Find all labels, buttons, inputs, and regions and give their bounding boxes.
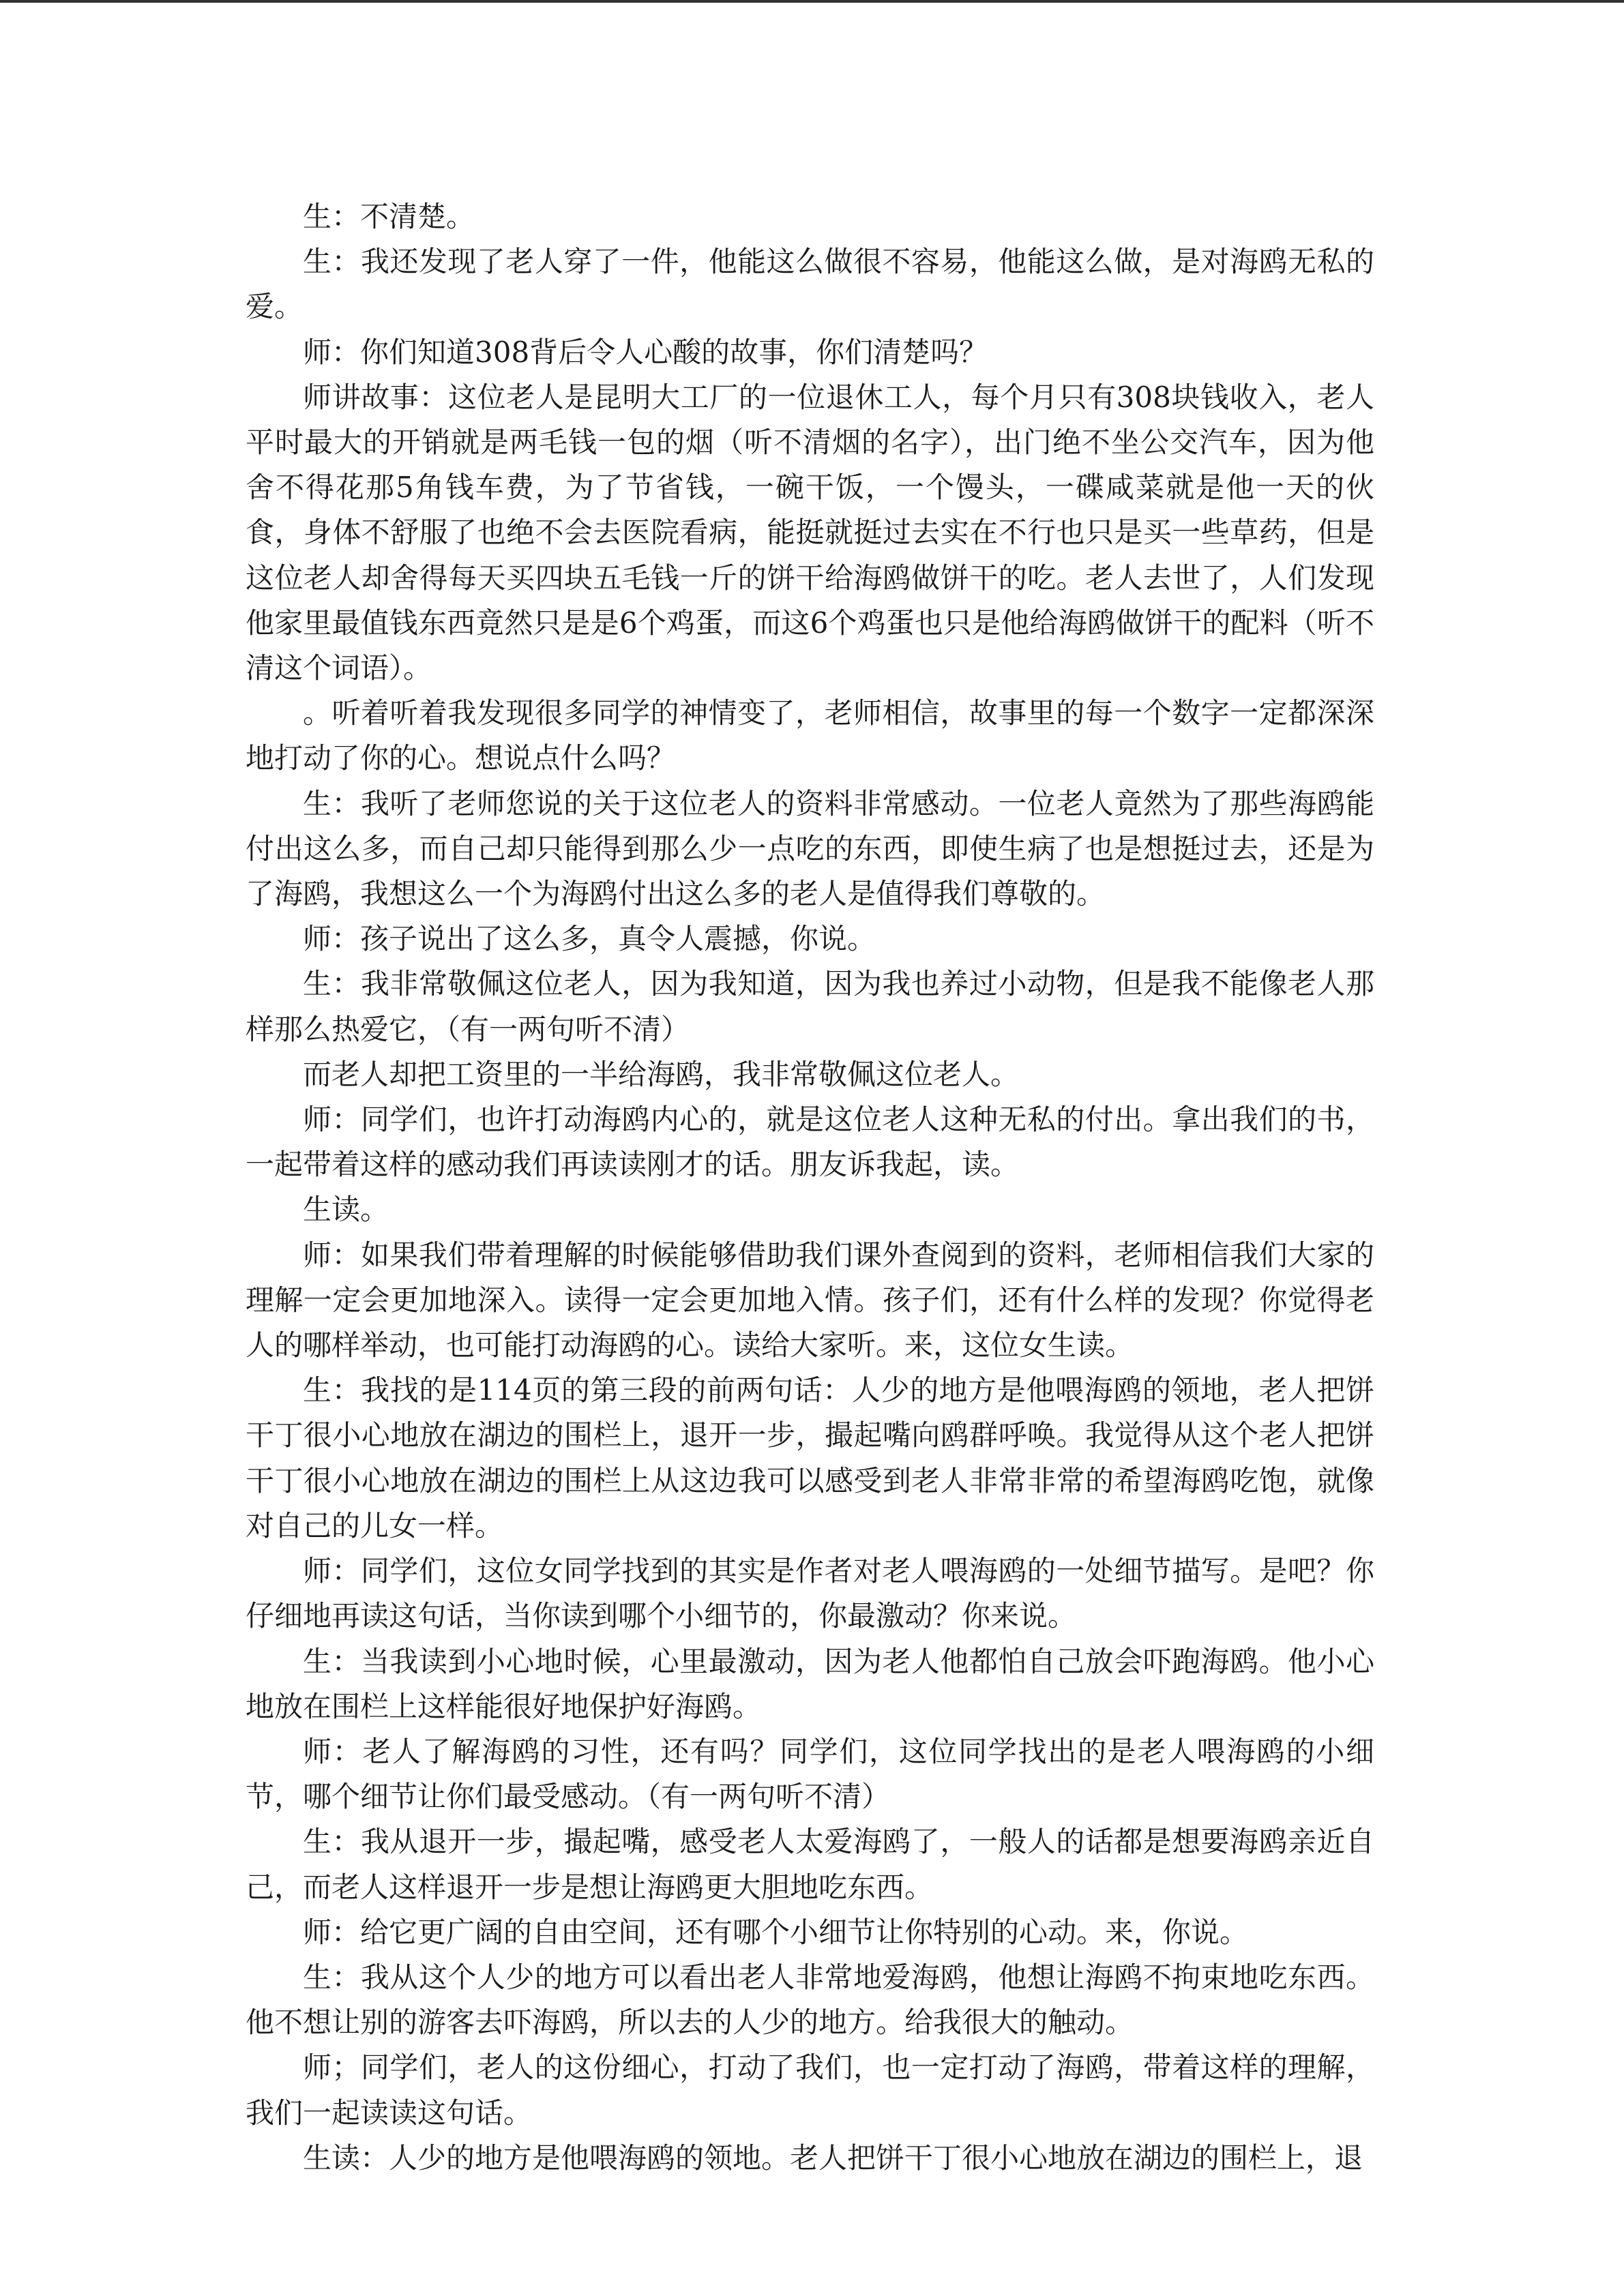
paragraph-6: 生：我听了老师您说的关于这位老人的资料非常感动。一位老人竟然为了那些海鸥能付出这么多，而自己却只能得到那么少一点吃的东西，即使生病了也是想挺过去，还是为了海鸥，我想这么一个为海鸥付出这么多的老人是值得我们尊敬的。 <box>246 786 1374 911</box>
paragraph-20: 师；同学们，老人的这份细心，打动了我们，也一定打动了海鸥，带着这样的理解，我们一起读读这句话。 <box>246 2051 1374 2130</box>
paragraph-12: 师：如果我们带着理解的时候能够借助我们课外查阅到的资料，老师相信我们大家的理解一定会更加地深入。读得一定会更加地入情。孩子们，还有什么样的发现？你觉得老人的哪样举动，也可能打动海鸥的心。读给大家听。来，这位女生读。 <box>246 1238 1374 1362</box>
paragraph-14: 师：同学们，这位女同学找到的其实是作者对老人喂海鸥的一处细节描写。是吧？你仔细地再读这句话，当你读到哪个小细节的，你最激动？你来说。 <box>246 1554 1374 1633</box>
paragraph-4: 师讲故事：这位老人是昆明大工厂的一位退休工人，每个月只有308块钱收入，老人平时最大的开销就是两毛钱一包的烟（听不清烟的名字），出门绝不坐公交汽车，因为他舍不得花那5角钱车费，为了节省钱，一碗干饭，一个馒头，一碟咸菜就是他一天的伙食，身体不舒服了也绝不会去医院看病，能挺就挺过去实在不行也只是买一些草药，但是这位老人却舍得每天买四块五毛钱一斤的饼干给海鸥做饼干的吃。老人去世了，人们发现他家里最值钱东西竟然只是是6个鸡蛋，而这6个鸡蛋也只是他给海鸥做饼干的配料（听不清这个词语）。 <box>246 380 1374 685</box>
paragraph-13: 生：我找的是114页的第三段的前两句话：人少的地方是他喂海鸥的领地，老人把饼干丁很小心地放在湖边的围栏上，退开一步，撮起嘴向鸥群呼唤。我觉得从这个老人把饼干丁很小心地放在湖边的围栏上从这边我可以感受到老人非常非常的希望海鸥吃饱，就像对自己的儿女一样。 <box>246 1373 1374 1542</box>
paragraph-18: 师：给它更广阔的自由空间，还有哪个小细节让你特别的心动。来，你说。 <box>303 1915 1249 1949</box>
paragraph-1: 生：不清楚。 <box>303 200 475 233</box>
paragraph-16: 师：老人了解海鸥的习性，还有吗？同学们，这位同学找出的是老人喂海鸥的小细节，哪个细节让你们最受感动。（有一两句听不清） <box>246 1734 1374 1814</box>
paragraph-17: 生：我从退开一步，撮起嘴，感受老人太爱海鸥了，一般人的话都是想要海鸥亲近自己，而老人这样退开一步是想让海鸥更大胆地吃东西。 <box>246 1825 1374 1904</box>
paragraph-21: 生读：人少的地方是他喂海鸥的领地。老人把饼干丁很小心地放在湖边的围栏上，退 <box>303 2141 1363 2175</box>
paragraph-11: 生读。 <box>303 1193 389 1227</box>
paragraph-15: 生：当我读到小心地时候，心里最激动，因为老人他都怕自己放会吓跑海鸥。他小心地放在围栏上这样能很好地保护好海鸥。 <box>246 1644 1374 1723</box>
paragraph-3: 师：你们知道308背后令人心酸的故事，你们清楚吗？ <box>303 335 988 369</box>
paragraph-2: 生：我还发现了老人穿了一件，他能这么做很不容易，他能这么做，是对海鸥无私的爱。 <box>246 245 1374 324</box>
page-top-border <box>0 0 1624 3</box>
paragraph-7: 师：孩子说出了这么多，真令人震撼，你说。 <box>303 922 876 956</box>
document-body <box>246 194 1374 2181</box>
paragraph-19: 生：我从这个人少的地方可以看出老人非常地爱海鸥，他想让海鸥不拘束地吃东西。他不想让别的游客去吓海鸥，所以去的人少的地方。给我很大的触动。 <box>246 1960 1374 2040</box>
paragraph-9: 而老人却把工资里的一半给海鸥，我非常敬佩这位老人。 <box>303 1057 1020 1091</box>
paragraph-10: 师：同学们，也许打动海鸥内心的，就是这位老人这种无私的付出。拿出我们的书，一起带着这样的感动我们再读读刚才的话。朋友诉我起，读。 <box>246 1103 1374 1182</box>
paragraph-5: 。听着听着我发现很多同学的神情变了，老师相信，故事里的每一个数字一定都深深地打动了你的心。想说点什么吗？ <box>246 696 1374 775</box>
paragraph-8: 生：我非常敬佩这位老人，因为我知道，因为我也养过小动物，但是我不能像老人那样那么热爱它，（有一两句听不清） <box>246 967 1374 1046</box>
